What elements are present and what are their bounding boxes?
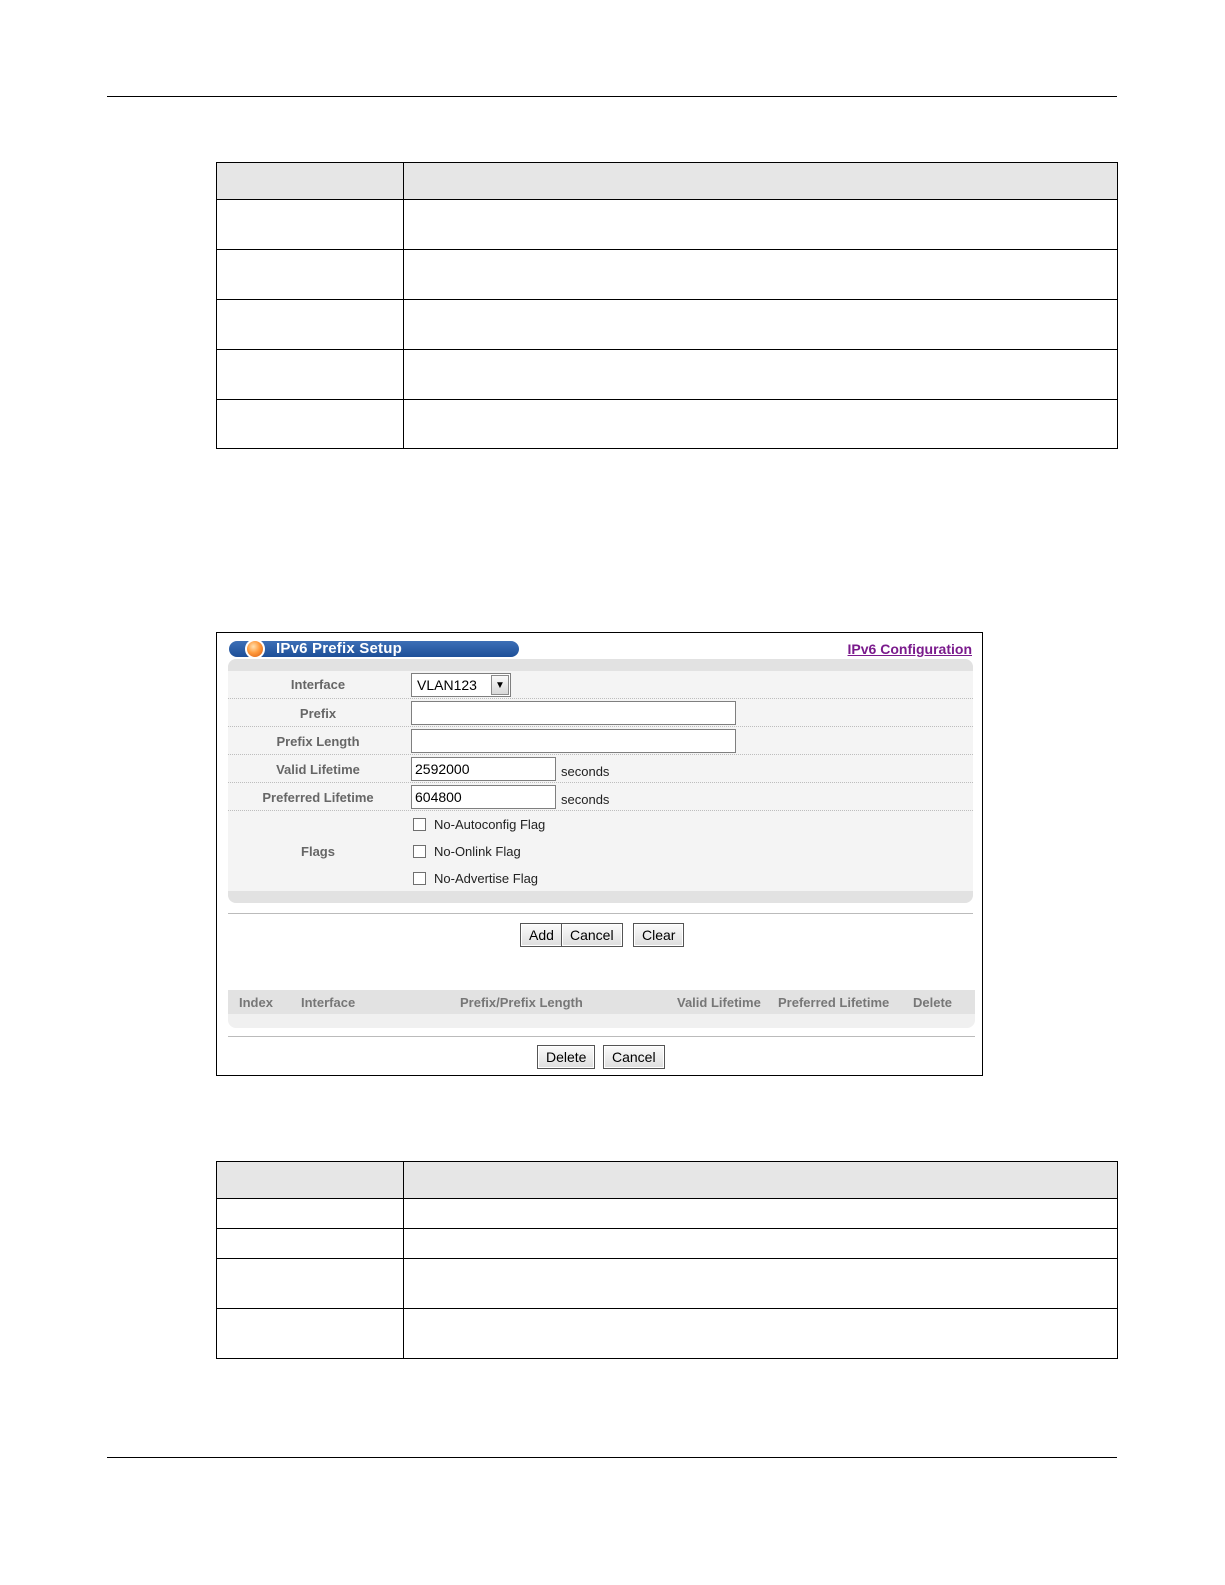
flags-label: Flags: [301, 844, 335, 859]
table-header-cell: [217, 163, 404, 200]
page-title: IPv6 Prefix Setup: [276, 640, 402, 657]
column-index: Index: [239, 995, 273, 1010]
table-cell: [217, 1259, 404, 1309]
prefix-row: [228, 699, 973, 727]
table-cell: [404, 1309, 1118, 1359]
valid-lifetime-label: Valid Lifetime: [276, 762, 360, 777]
no-autoconfig-flag-checkbox[interactable]: [413, 817, 545, 832]
no-advertise-flag-label: No-Advertise Flag: [434, 871, 539, 886]
interface-select[interactable]: [411, 673, 511, 697]
table-cell: [217, 300, 404, 350]
table-cell: [404, 1259, 1118, 1309]
prefix-length-input[interactable]: [411, 729, 736, 753]
table-header-cell: [404, 1162, 1118, 1199]
header-rule: [107, 96, 1117, 97]
valid-lifetime-unit: seconds: [561, 764, 610, 779]
prefix-length-label: Prefix Length: [276, 734, 360, 749]
separator: [228, 913, 973, 914]
table-cell: [404, 300, 1118, 350]
table-cell: [404, 400, 1118, 449]
preferred-lifetime-unit: seconds: [561, 792, 610, 807]
ipv6-configuration-link[interactable]: IPv6 Configuration: [847, 641, 972, 657]
table-cell: [404, 1199, 1118, 1229]
table-header-cell: [404, 163, 1118, 200]
valid-lifetime-row: [228, 755, 973, 783]
clear-button[interactable]: Clear: [633, 923, 684, 947]
flags-row: [228, 811, 973, 891]
valid-lifetime-input[interactable]: [411, 757, 556, 781]
table-cell: [217, 200, 404, 250]
orb-icon: [245, 639, 265, 659]
no-onlink-flag-checkbox[interactable]: [413, 844, 521, 859]
table-cell: [217, 1309, 404, 1359]
checkbox-icon[interactable]: [413, 872, 426, 885]
table-cell: [404, 250, 1118, 300]
separator: [228, 1036, 975, 1037]
title-bar: [229, 641, 519, 657]
footer-rule: [107, 1457, 1117, 1458]
checkbox-icon[interactable]: [413, 845, 426, 858]
interface-value: VLAN123: [417, 677, 477, 693]
no-onlink-flag-label: No-Onlink Flag: [434, 844, 521, 859]
cancel-button[interactable]: Cancel: [561, 923, 623, 947]
no-advertise-flag-checkbox[interactable]: [413, 871, 538, 886]
table-cell: [217, 250, 404, 300]
ipv6-prefix-setup-screen: [216, 632, 983, 1076]
column-delete: Delete: [913, 995, 953, 1010]
preferred-lifetime-row: [228, 783, 973, 811]
preferred-lifetime-input[interactable]: [411, 785, 556, 809]
table-cell: [404, 350, 1118, 400]
add-button[interactable]: Add: [520, 923, 563, 947]
interface-label: Interface: [290, 677, 346, 692]
table-cell: [404, 1229, 1118, 1259]
delete-button[interactable]: Delete: [537, 1045, 595, 1069]
checkbox-icon[interactable]: [413, 818, 426, 831]
no-autoconfig-flag-label: No-Autoconfig Flag: [434, 817, 546, 832]
table-cell: [217, 1199, 404, 1229]
column-prefix-length: Prefix/Prefix Length: [460, 995, 583, 1010]
cancel-list-button[interactable]: Cancel: [603, 1045, 665, 1069]
prefix-label: Prefix: [299, 706, 337, 721]
interface-row: [228, 669, 973, 699]
column-preferred-lifetime: Preferred Lifetime: [778, 995, 890, 1010]
description-table-top: [216, 162, 1118, 449]
table-cell: [404, 200, 1118, 250]
table-cell: [217, 1229, 404, 1259]
dropdown-arrow-icon[interactable]: ▼: [491, 675, 509, 695]
description-table-bottom: [216, 1161, 1118, 1359]
prefix-list-header: [228, 990, 975, 1028]
preferred-lifetime-label: Preferred Lifetime: [262, 790, 374, 805]
column-interface: Interface: [301, 995, 356, 1010]
table-cell: [217, 350, 404, 400]
prefix-length-row: [228, 727, 973, 755]
table-header-cell: [217, 1162, 404, 1199]
table-cell: [217, 400, 404, 449]
prefix-input[interactable]: [411, 701, 736, 725]
column-valid-lifetime: Valid Lifetime: [677, 995, 761, 1010]
